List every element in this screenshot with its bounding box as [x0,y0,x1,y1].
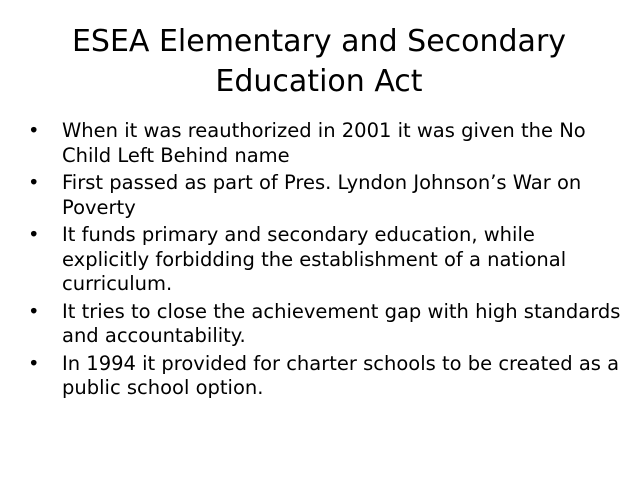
bullet-text: When it was reauthorized in 2001 it was given the No Child Left Behind name [62,119,586,167]
bullet-item [28,119,628,168]
slide-title [40,22,598,102]
bullet-text: In 1994 it provided for charter schools to be created as a public school option. [62,351,620,399]
bullet-item [28,171,628,220]
bullet-item [28,352,628,401]
bullet-dot-icon: • [28,223,40,246]
bullet-dot-icon: • [28,171,40,194]
bullet-list [28,119,628,404]
slide-title-line-1: ESEA Elementary and Secondary [71,24,567,59]
bullet-text: First passed as part of Pres. Lyndon Johnson’s War on Poverty [62,171,582,219]
bullet-text: It tries to close the achievement gap with high standards and accountability. [62,299,621,347]
slide-title-line-2: Education Act [215,64,423,99]
bullet-dot-icon: • [28,119,40,142]
bullet-item [28,223,628,297]
bullet-dot-icon: • [28,351,40,375]
bullet-text: It funds primary and secondary education, while explicitly forbidding the establishment of a national curriculum. [62,223,567,295]
bullet-dot-icon: • [28,299,40,323]
bullet-item [28,300,628,349]
